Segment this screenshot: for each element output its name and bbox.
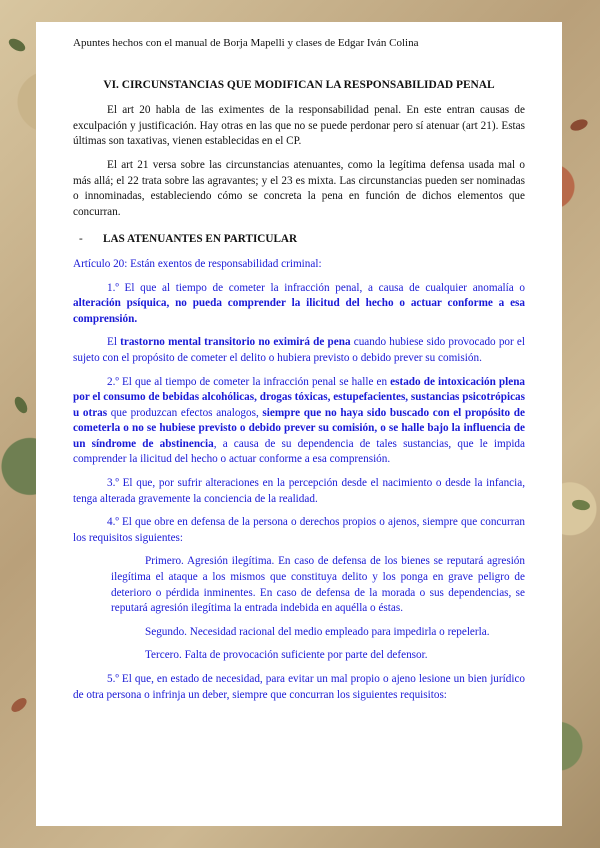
item-1-note-bold: trastorno mental transitorio no eximirá de pena [120,336,351,349]
requirement-3: Tercero. Falta de provocación suficiente por parte del defensor. [145,649,428,662]
item-1-note-text-a: El [107,336,121,349]
leaf-decoration [7,36,28,54]
requirement-2: Segundo. Necesidad racional del medio empleado para impedirla o repelerla. [145,625,490,638]
item-3: 3.º El que, por sufrir alteraciones en la percepción desde el nacimiento o desde la infancia, tenga alterada gravemente la conciencia de la realidad. [73,477,525,505]
item-5: 5.º El que, en estado de necesidad, para evitar un mal propio o ajeno lesione un bien jurídico de otra persona o infrinja un deber, siempre que concurran los siguientes requisitos: [73,673,525,701]
article-intro: Artículo 20: Están exentos de responsabilidad criminal: [73,257,322,270]
item-1 [73,281,525,328]
item-2-text-e: , a causa de su dependencia de tales sustancias, que le impida comprender la ilicitud del hecho o actuar conforme a esa comprensión. [73,437,525,466]
leaf-decoration [9,695,29,714]
leaf-decoration [12,395,30,416]
subheading [73,232,525,248]
requirement-1: Primero. Agresión ilegítima. En caso de defensa de los bienes se reputará agresión ilegítima el ataque a los mismos que constituya delito y los ponga en grave peligro de deterioro o pérdida inminentes. En caso de defensa de la morada o sus dependencias, se reputará agresión ilegítima la entrada indebida en aquélla o éstas. [111,555,525,615]
subheading-text: LAS ATENUANTES EN PARTICULAR [103,233,298,246]
leaf-decoration [569,117,589,133]
item-4: 4.º El que obre en defensa de la persona o derechos propios o ajenos, siempre que concurran los requisitos siguientes: [73,516,525,544]
page-header: Apuntes hechos con el manual de Borja Mapelli y clases de Edgar Iván Colina [73,37,419,49]
item-1-note [73,335,525,366]
section-title: VI. CIRCUNSTANCIAS QUE MODIFICAN LA RESPONSABILIDAD PENAL [103,78,495,91]
leaf-decoration [571,499,590,512]
item-1-bold: alteración psíquica, no pueda comprender la ilicitud del hecho o actuar conforme a esa comprensión. [73,297,525,325]
item-1-text: 1.º El que al tiempo de cometer la infracción penal, a causa de cualquier anomalía o [107,281,525,294]
subheading-dash: - [79,233,83,246]
paragraph-1: El art 20 habla de las eximentes de la responsabilidad penal. En este entran causas de exculpación y justificación. Hay otras en las que no se puede perdonar pero sí atenuar (art 21). Estas últimas son taxativas, vienen establecidas en el CP. [73,104,525,148]
item-1-note-text-c: cuando hubiese sido provocado por el sujeto con el propósito de cometer el delito o hubiera previsto o debido prever su comisión. [73,336,525,364]
document-page [36,22,562,826]
item-2-bold-b: estado de intoxicación plena por el consumo de bebidas alcohólicas, drogas tóxicas, estupefacientes, sustancias psicotrópicas u otras [73,375,526,419]
item-2-text-a: 2.º El que al tiempo de cometer la infracción penal se halle en [107,375,391,388]
item-2-text-c: que produzcan efectos analogos, [107,406,263,419]
item-2-bold-d: siempre que no haya sido buscado con el propósito de cometerla o no se hubiese previsto o debido prever su comisión, o se halle bajo la influencia de un síndrome de abstinencia [73,406,525,450]
paragraph-2: El art 21 versa sobre las circunstancias atenuantes, como la legítima defensa usada mal o más allá; el 22 trata sobre las agravantes; y el 23 es mixta. Las circunstancias pueden ser nominadas o innominadas, estableciendo cómo se concreta la pena en función de dichos elementos que concurran. [73,158,525,218]
item-2 [73,375,525,469]
